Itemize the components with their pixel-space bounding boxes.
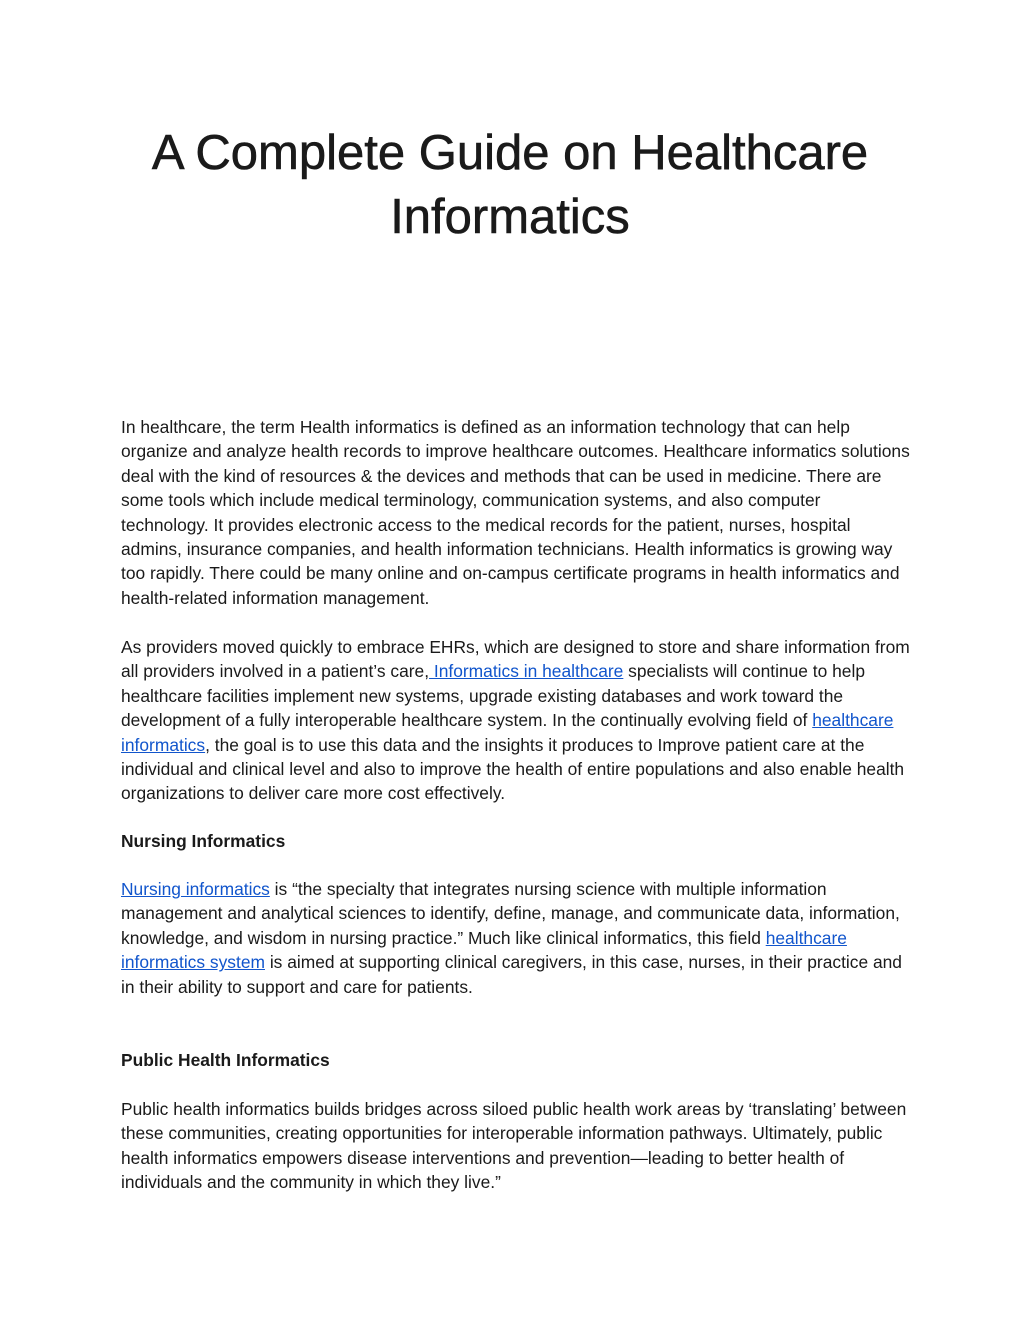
public-health-paragraph: Public health informatics builds bridges across siloed public health work areas by ‘translating’ between these communities, creating opportunities for interoperable information pathways. Ultimately, public health informatics empowers disease interventions and prevention—leading to better health of individuals and the community in which they live.” xyxy=(121,1099,907,1193)
page-title-line-1: A Complete Guide on Healthcare xyxy=(151,126,869,180)
ehr-text-2: specialists will continue to help healthcare facilities implement new systems, upgrade existing databases and work toward the development of a fully interoperable healthcare system. In the continually evolving field of xyxy=(121,661,866,731)
nursing-text-1: is “the specialty that integrates nursing science with multiple information management and analytical sciences to identify, define, manage, and communicate data, information, knowledge, and wisdom in nursing practice.” Much like clinical informatics, this field xyxy=(121,879,900,948)
informatics-in-healthcare-link[interactable]: Informatics in healthcare xyxy=(429,661,624,682)
healthcare-informatics-link[interactable]: healthcare informatics xyxy=(121,710,894,755)
nursing-informatics-heading: Nursing Informatics xyxy=(121,831,286,851)
ehr-text-3: , the goal is to use this data and the insights it produces to Improve patient care at the individual and clinical level and also to improve the health of entire populations and also enable health organizations to deliver care more cost effectively. xyxy=(121,734,905,804)
public-health-informatics-heading: Public Health Informatics xyxy=(121,1050,330,1070)
ehr-paragraph xyxy=(121,635,911,806)
healthcare-informatics-system-link[interactable]: healthcare informatics system xyxy=(121,927,847,973)
nursing-informatics-link[interactable]: Nursing informatics xyxy=(121,879,270,899)
intro-paragraph: In healthcare, the term Health informatics is defined as an information technology that can help organize and analyze health records to improve healthcare outcomes. Healthcare informatics solutions deal with the kind of resources & the devices and methods that can be used in medicine. There are some tools which include medical terminology, communication systems, and also computer technology. It provides electronic access to the medical records for the patient, nurses, hospital admins, insurance companies, and health information technicians. Health informatics is growing way too rapidly. There could be many online and on-campus certificate programs in health informatics and health-related information management. xyxy=(121,417,910,608)
nursing-paragraph xyxy=(121,877,911,999)
page-title xyxy=(100,121,920,249)
page-title-line-2: Informatics xyxy=(390,190,630,244)
nursing-text-2: is aimed at supporting clinical caregivers, in this case, nurses, in their practice and in their ability to support and care for patients. xyxy=(121,952,902,997)
ehr-text-1: As providers moved quickly to embrace EHRs, which are designed to store and share information from all providers involved in a patient’s care, xyxy=(121,637,910,682)
